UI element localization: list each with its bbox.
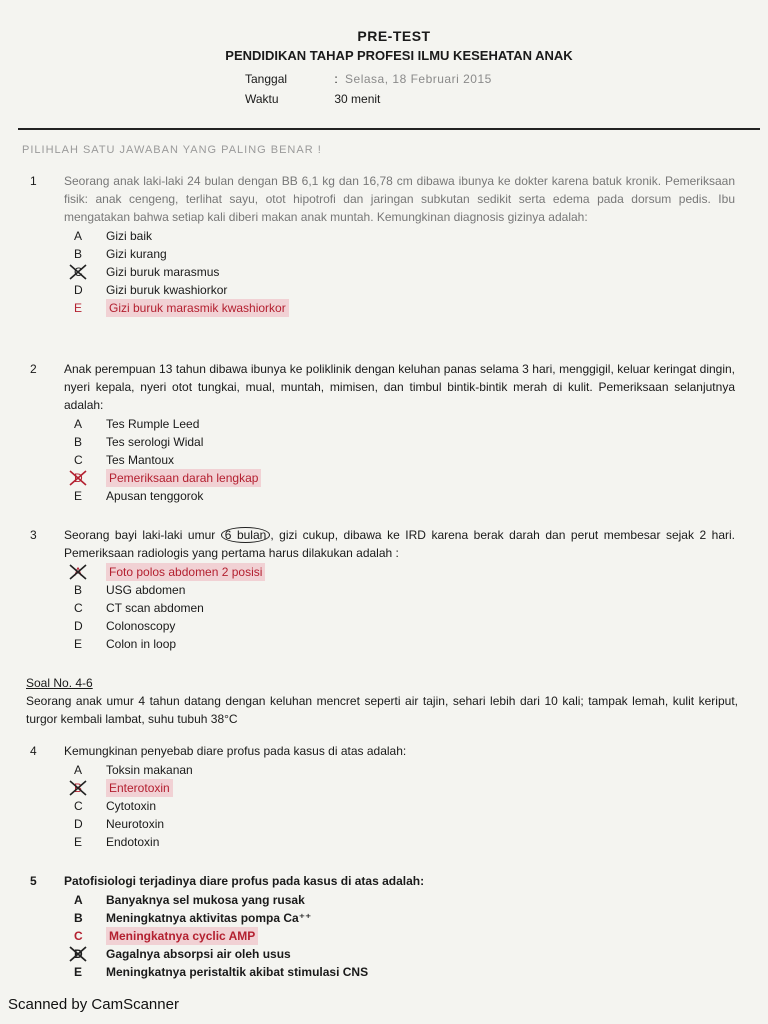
option-d[interactable]: D Neurotoxin [74, 817, 165, 831]
date-label: Tanggal [245, 72, 288, 86]
option-c[interactable]: C CT scan abdomen [74, 601, 204, 615]
cross-mark-icon [66, 778, 92, 798]
date-separator: : [334, 72, 338, 86]
option-d[interactable]: D Gagalnya absorpsi air oleh usus [74, 945, 735, 963]
option-b[interactable]: B USG abdomen [74, 583, 186, 597]
question-2 [30, 360, 735, 505]
question-1 [30, 172, 735, 317]
date-row [245, 72, 492, 86]
question-number: 4 [30, 744, 37, 758]
option-list [74, 415, 735, 505]
header [0, 28, 768, 63]
page-title: PRE-TEST [357, 28, 431, 44]
option-b[interactable]: B Tes serologi Widal [74, 435, 204, 449]
option-e[interactable]: E Endotoxin [74, 835, 160, 849]
option-d[interactable]: D Colonoscopy [74, 619, 176, 633]
option-list [74, 761, 735, 851]
instruction: PILIHLAH SATU JAWABAN YANG PALING BENAR ! [22, 144, 322, 156]
option-list [74, 563, 735, 653]
option-e[interactable]: E Colon in loop [74, 637, 177, 651]
time-label: Waktu [245, 92, 279, 106]
option-c[interactable]: C Gizi buruk marasmus [74, 263, 735, 281]
option-b[interactable]: B Meningkatnya aktivitas pompa Ca⁺⁺ [74, 911, 312, 925]
option-list [74, 891, 735, 981]
case-label: Soal No. 4-6 [26, 676, 93, 690]
question-4 [30, 742, 735, 851]
option-a[interactable]: A Toksin makanan [74, 763, 193, 777]
option-c[interactable]: C Tes Mantoux [74, 453, 175, 467]
option-a[interactable]: A Gizi baik [74, 229, 153, 243]
question-number: 5 [30, 874, 37, 888]
option-b[interactable]: B Enterotoxin [74, 779, 735, 797]
time-row [245, 92, 380, 106]
question-stem: Seorang bayi laki-laki umur 6 bulan , gizi cukup, dibawa ke IRD karena berak darah dan perut membesar sejak 2 hari. Pemeriksaan radiologis yang pertama harus dilakukan adalah : [64, 528, 735, 560]
question-3 [30, 526, 735, 653]
cross-mark-icon [66, 468, 92, 488]
option-a[interactable]: A Banyaknya sel mukosa yang rusak [74, 893, 305, 907]
question-number: 2 [30, 362, 37, 376]
question-stem: Kemungkinan penyebab diare profus pada kasus di atas adalah: [64, 744, 407, 758]
header-divider [18, 128, 760, 130]
option-c[interactable]: C Meningkatnya cyclic AMP [74, 927, 735, 945]
option-e[interactable]: E Gizi buruk marasmik kwashiorkor [74, 299, 735, 317]
option-d[interactable]: D Pemeriksaan darah lengkap [74, 469, 735, 487]
case-text: Seorang anak umur 4 tahun datang dengan keluhan mencret seperti air tajin, sehari lebih dari 10 kali; tampak lemah, kulit keriput, turgor kembali lambat, suhu tubuh 38°C [26, 694, 738, 726]
date-value: Selasa, 18 Februari 2015 [345, 72, 492, 86]
question-stem: Seorang anak laki-laki 24 bulan dengan BB 6,1 kg dan 16,78 cm dibawa ibunya ke dokter karena batuk kronik. Pemeriksaan fisik: anak cengeng, terlihat sayu, otot hipotrofi dan jaringan subkutan sedikit serta edema pada dorsum pedis. Ibu mengatakan bahwa setiap kali diberi makan anak muntah. Kemungkinan diagnosis gizinya adalah: [64, 174, 735, 224]
cross-mark-icon [66, 944, 92, 964]
option-b[interactable]: B Gizi kurang [74, 247, 167, 261]
circled-age: 6 bulan [221, 527, 271, 543]
option-list [74, 227, 735, 317]
question-number: 1 [30, 174, 37, 188]
cross-mark-icon [66, 562, 92, 582]
option-e[interactable]: E Apusan tenggorok [74, 489, 204, 503]
question-5 [30, 872, 735, 981]
time-value: 30 menit [334, 92, 381, 106]
question-stem: Anak perempuan 13 tahun dibawa ibunya ke poliklinik dengan keluhan panas selama 3 hari, menggigil, keluar keringat dingin, nyeri kepala, nyeri otot tungkai, mual, muntah, mimisen, dan timbul bintik-bintik merah di kulit. Pemeriksaan selanjutnya adalah: [64, 362, 735, 412]
option-d[interactable]: D Gizi buruk kwashiorkor [74, 283, 228, 297]
page-subtitle: PENDIDIKAN TAHAP PROFESI ILMU KESEHATAN ANAK [225, 48, 573, 63]
option-a[interactable]: A Tes Rumple Leed [74, 417, 200, 431]
question-stem: Patofisiologi terjadinya diare profus pada kasus di atas adalah: [64, 874, 425, 888]
scanner-watermark: Scanned by CamScanner [8, 996, 179, 1013]
question-number: 3 [30, 528, 37, 542]
option-e[interactable]: E Meningkatnya peristaltik akibat stimulasi CNS [74, 965, 369, 979]
cross-mark-icon [66, 262, 92, 282]
option-a[interactable]: A Foto polos abdomen 2 posisi [74, 563, 735, 581]
option-c[interactable]: C Cytotoxin [74, 799, 157, 813]
